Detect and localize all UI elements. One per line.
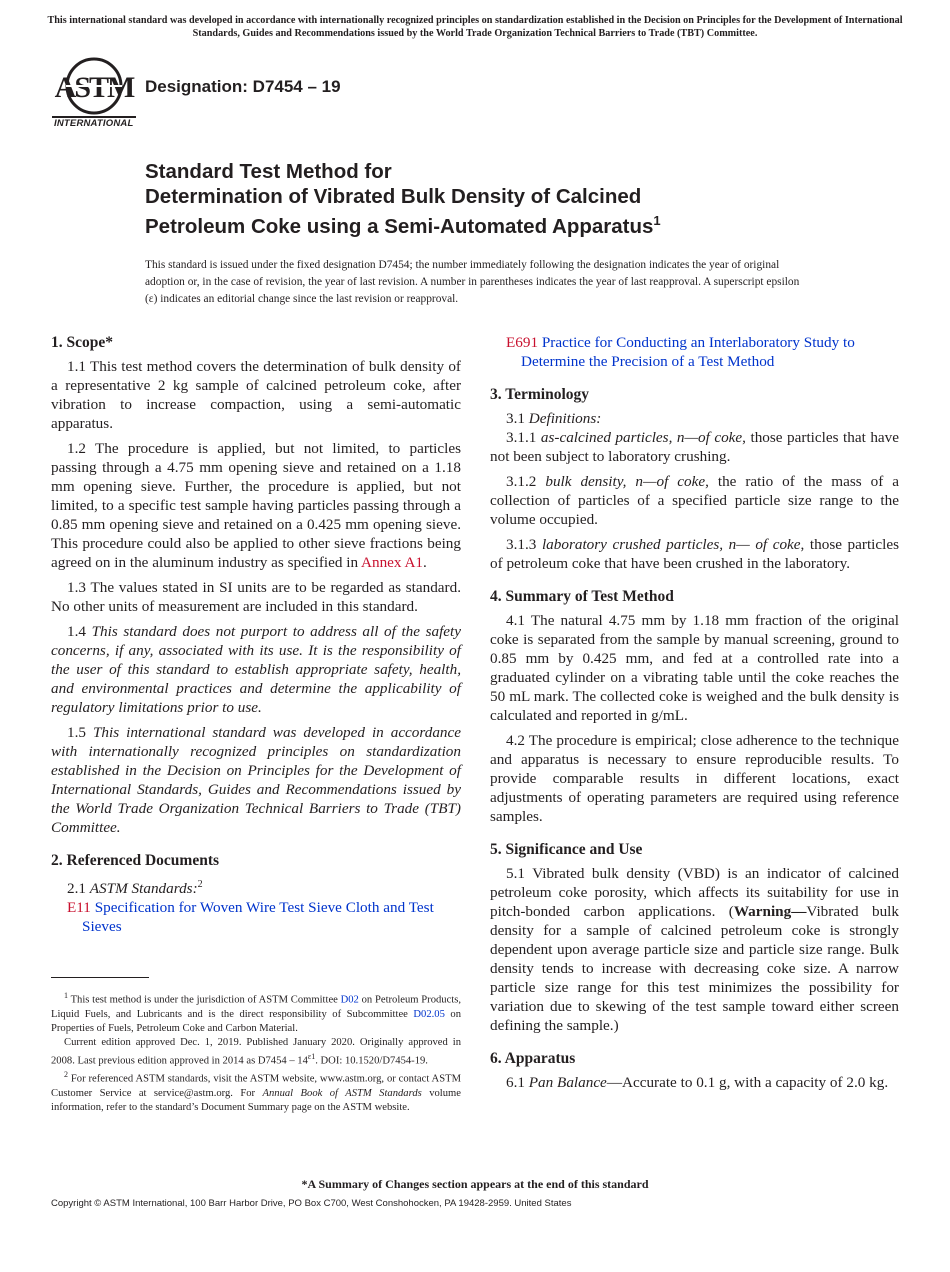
section-1-heading: 1. Scope* <box>51 334 113 351</box>
ref-e11-code[interactable]: E11 <box>67 899 91 917</box>
para-5-1-warning: Warning— <box>733 903 807 920</box>
astm-logo <box>52 56 136 134</box>
section-3-heading: 3. Terminology <box>490 386 590 403</box>
para-3-1-1 <box>490 428 899 466</box>
ref-e11-title[interactable]: Specification for Woven Wire Test Sieve Cloth and Test <box>94 899 434 917</box>
fn1-d0205-link[interactable]: D02.05 <box>413 1008 445 1020</box>
para-1-5-num: 1.5 <box>67 724 93 741</box>
para-1-4-num: 1.4 <box>67 623 92 640</box>
para-6-1-num: 6.1 <box>506 1074 529 1091</box>
ref-e11-title-cont[interactable]: Sieves <box>82 918 122 936</box>
copyright-line: Copyright © ASTM International, 100 Barr Harbor Drive, PO Box C700, West Conshohocken, PA 19428-2959. United States <box>51 1198 572 1209</box>
para-3-1-num: 3.1 <box>506 410 529 427</box>
tbt-notice: This international standard was developed in accordance with internationally recognized principles on standardization established in the Decision on Principles for the Development of International Standards, Guides and Recommendations issued by the World Trade Organization Technical Barriers to Trade (TBT) Committee. <box>47 15 903 39</box>
designation: Designation: D7454 – 19 <box>145 77 341 96</box>
para-3-1-1-text: , those particles that have not been subject to laboratory crushing. <box>490 429 899 465</box>
para-1-3: 1.3 The values stated in SI units are to be regarded as standard. No other units of measurement are included in this standard. <box>51 579 461 615</box>
para-3-1-2 <box>490 472 899 529</box>
section-6-heading: 6. Apparatus <box>490 1050 576 1067</box>
fn2-a: For referenced ASTM standards, visit the ASTM website, www.astm.org, or contact ASTM Customer Service at service@astm.org. For <box>51 1073 461 1099</box>
ref-e11[interactable] <box>51 898 461 936</box>
title-line-3 <box>145 209 845 239</box>
svg-text:ASTM: ASTM <box>54 71 134 104</box>
para-3-1-3-text: , those particles of petroleum coke that have been crushed in the laboratory. <box>490 536 899 572</box>
ref-e691-title-cont[interactable]: Determine the Precision of a Test Method <box>521 353 775 370</box>
title-footnote-mark: 1 <box>653 213 661 228</box>
ref-e691-title[interactable]: Practice for Conducting an Interlaboratory Study to <box>541 334 855 351</box>
title-line-3-text: Petroleum Coke using a Semi-Automated Apparatus <box>145 214 654 238</box>
para-4-2: 4.2 The procedure is empirical; close adherence to the technique and apparatus is necessary to ensure reproducible results. To provide comparable results in different locations, exact adjustments of operating parameters are required using reference samples. <box>490 732 899 825</box>
ref-e691-code[interactable]: E691 <box>506 334 539 351</box>
title-line-1: Standard Test Method for <box>145 160 392 183</box>
para-5-1-b: Vibrated bulk density for a sample of calcined petroleum coke is strongly dependent upon average particle size and particle size range. Bulk density tends to increase with decreasing coke size. A narrow particle size range for this test minimizes the possibility for variation due to skewing of the test sample toward either screen defining the sample.) <box>490 903 899 1034</box>
para-6-1-term: Pan Balance <box>528 1074 607 1091</box>
ref-e691[interactable] <box>490 333 899 371</box>
section-4-heading: 4. Summary of Test Method <box>490 588 674 605</box>
para-5-1 <box>490 864 899 1035</box>
section-5-heading: 5. Significance and Use <box>490 841 643 858</box>
footnote-1-edition <box>51 1036 461 1069</box>
para-1-2-end: . <box>423 554 427 571</box>
document-title <box>145 160 845 239</box>
para-3-1-3-term: laboratory crushed particles, n— of coke <box>541 536 801 553</box>
logo-wordmark: INTERNATIONAL <box>54 118 134 129</box>
para-1-1: 1.1 This test method covers the determination of bulk density of a representative 2 kg sample of calcined petroleum coke, after vibration to increase compaction, using a semi-automatic apparatus. <box>51 358 461 432</box>
para-3-1-text: Definitions: <box>528 410 602 427</box>
para-1-5 <box>51 723 461 837</box>
fn1-a: This test method is under the jurisdiction of ASTM Committee <box>68 994 341 1006</box>
para-5-1-a: 5.1 Vibrated bulk density (VBD) is an indicator of calcined petroleum coke porosity, which affects its suitability for use in pitch-bonded carbon applications. ( <box>490 865 899 920</box>
fn1-d-sup: ε1 <box>307 1051 316 1061</box>
para-3-1-1-term: as-calcined particles, n—of coke <box>540 429 743 446</box>
fn1-d: Current edition approved Dec. 1, 2019. Published January 2020. Originally approved in 2008. Last previous edition approved in 2014 as D7454 – 14 <box>51 1036 461 1067</box>
para-2-1-text: ASTM Standards: <box>89 880 198 898</box>
para-3-1-3 <box>490 535 899 573</box>
fn1-c: on Properties of Fuels, Petroleum Coke and Carbon Material. <box>51 1008 461 1034</box>
para-1-5-text: This international standard was developed in accordance with internationally recognized principles on standardization established in the Decision on Principles for the Development of International Standards, Guides and Recommendations issued by the World Trade Organization Technical Barriers to Trade (TBT) Committee. <box>51 724 462 836</box>
fn2-mark: 2 <box>64 1070 68 1080</box>
section-2-heading: 2. Referenced Documents <box>51 852 220 869</box>
para-2-1 <box>51 875 461 898</box>
left-column <box>51 333 461 942</box>
para-3-1-3-num: 3.1.3 <box>506 536 542 553</box>
para-6-1-text: —Accurate to 0.1 g, with a capacity of 2.0 kg. <box>606 1074 889 1091</box>
para-1-4 <box>51 622 461 717</box>
para-1-2 <box>51 439 461 572</box>
fn1-b: on Petroleum Products, Liquid Fuels, and Lubricants and is the direct responsibility of Subcommittee <box>51 994 461 1020</box>
issued-note: This standard is issued under the fixed designation D7454; the number immediately following the designation indicates the year of original adoption or, in the case of revision, the year of last revision. A number in parentheses indicates the year of last reapproval. A superscript epsilon (ε) indicates an editorial change since the last revision or reapproval. <box>145 259 800 305</box>
para-3-1 <box>490 409 899 428</box>
summary-of-changes-note: *A Summary of Changes section appears at the end of this standard <box>301 1177 649 1191</box>
para-3-1-1-num: 3.1.1 <box>506 429 541 446</box>
para-1-2-text: 1.2 The procedure is applied, but not limited, to particles passing through a 4.75 mm opening sieve and retained on a 1.18 mm opening sieve. Further, the procedure is applied, but not limited, to a specific test sample having particles passing through a 0.85 mm opening sieve and retained on a 0.425 mm opening sieve. This procedure could also be applied to other sieve fractions being agreed on in the aluminum industry as specified in <box>51 440 461 571</box>
footnote-rule <box>51 977 149 978</box>
fn2-italic: Annual Book of ASTM Standards <box>262 1087 422 1099</box>
footnote-1 <box>51 989 461 1036</box>
para-3-1-2-text: , the ratio of the mass of a collection of particles of a specified particle size range to the volume occupied. <box>490 473 900 528</box>
footnote-2 <box>51 1068 461 1115</box>
fn2-b: volume information, refer to the standard’s Document Summary page on the ASTM website. <box>51 1087 461 1113</box>
para-3-1-2-num: 3.1.2 <box>506 473 546 490</box>
para-1-4-text: This standard does not purport to address all of the safety concerns, if any, associated with its use. It is the responsibility of the user of this standard to establish appropriate safety, health, and environmental practices and determine the applicability of regulatory limitations prior to use. <box>51 623 462 716</box>
para-2-1-sup: 2 <box>197 879 203 890</box>
fn1-d02-link[interactable]: D02 <box>340 994 359 1006</box>
para-2-1-num: 2.1 <box>67 880 90 898</box>
footnotes <box>51 989 461 1115</box>
para-6-1 <box>490 1073 899 1092</box>
title-line-2: Determination of Vibrated Bulk Density of Calcined <box>145 184 642 208</box>
annex-a1-link[interactable]: Annex A1 <box>361 554 424 571</box>
right-column <box>490 333 899 1098</box>
fn1-mark: 1 <box>64 991 68 1000</box>
para-4-1: 4.1 The natural 4.75 mm by 1.18 mm fraction of the original coke is separated from the sample by manual screening, ground to 0.85 mm by 0.425 mm, and fed at a controlled rate into a graduated cylinder on a vibrating table until the coke reaches the 50 mL mark. The collected coke is weighed and the bulk density is calculated and reported in g/mL. <box>490 612 899 724</box>
fn1-e: . DOI: 10.1520/D7454-19. <box>315 1055 428 1067</box>
para-3-1-2-term: bulk density, n—of coke <box>545 473 706 490</box>
